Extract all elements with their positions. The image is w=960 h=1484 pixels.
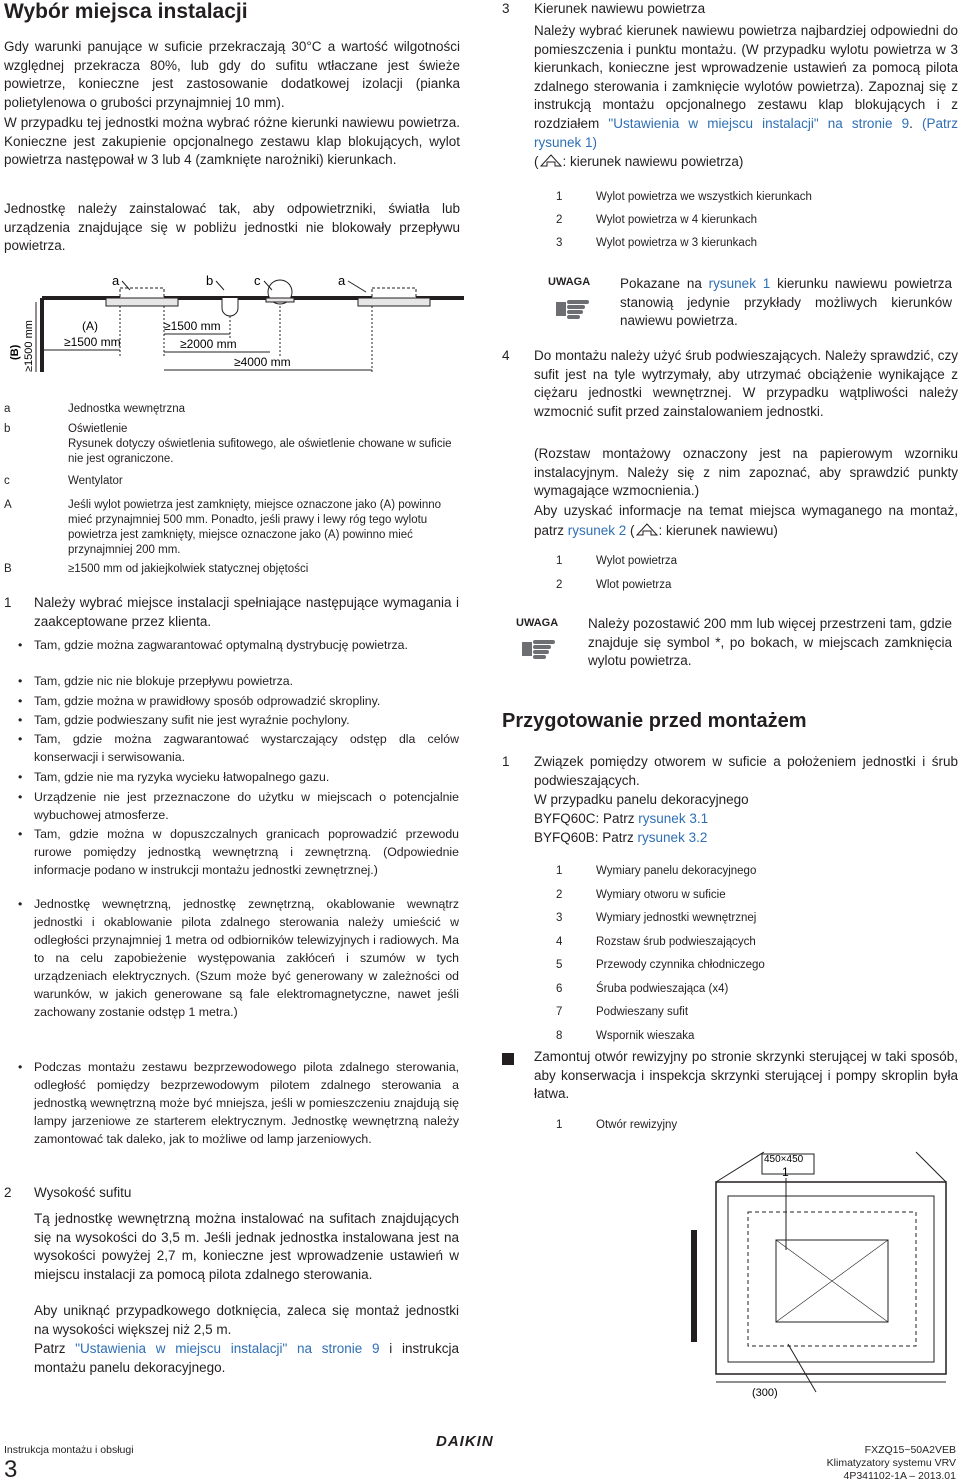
dim-2000: ≥2000 mm — [180, 337, 237, 351]
prep-2-list: 1 Otwór rewizyjny — [556, 1119, 678, 1131]
dim-B-value: ≥1500 mm — [23, 320, 35, 372]
page-number: 3 — [4, 1456, 18, 1483]
figure-legend: a Jednostka wewnętrzna b Oświetlenie Rysunek dotyczy oświetlenia sufitowego, ale oświetlenie chowane w suficie nie jest ograniczone. c Wentylator A Jeśli wylot powietrza jest zamknięty, miejsce oznaczone jako (A) powinno mieć przynajmniej 500 mm. Ponadto, jeśli prawy i lewy róg tego wylotu powietrza jest zamknięty, miejsce oznaczone jako (A) powinno mieć przynajmniej 200 mm. B ≥1500 mm od jakiejkolwiek statycznej objętości — [4, 403, 452, 575]
daikin-logo: DAIKIN — [436, 1433, 494, 1450]
link-figure-2[interactable]: rysunek 2 — [567, 522, 627, 538]
dim-1500: ≥1500 mm — [164, 319, 221, 333]
item-4-text-2: (Rozstaw montażowy oznaczony jest na papierowym wzorniku instalacyjnym. Należy się z nim zapoznać, aby sprawdzić punkty wymagające wzmocnienia.) — [534, 446, 958, 499]
prep-1-line-4: BYFQ60B: Patrz rysunek 3.2 — [534, 830, 708, 845]
intro-paragraph-1: Gdy warunki panujące w suficie przekraczają 30°C a wartość wilgotności względnej przekracza 80%, lub gdy do sufitu wtłaczane jest świeże powietrze, konieczne jest zastosowanie dodatkowej izolacji (pianka polietylenowa o grubości przynajmniej 10 mm). — [4, 39, 460, 110]
airflow-arrow-icon — [539, 152, 563, 168]
opening-number: 1 — [782, 1165, 789, 1179]
prep-1-number: 1 — [502, 754, 510, 769]
item-4-text-3: Aby uzyskać informacje na temat miejsca wymaganego na montaż, patrz rysunek 2 ( : kierunek nawiewu) — [534, 503, 958, 538]
note-hand-icon-2 — [522, 638, 556, 660]
label-a-2: a — [338, 273, 346, 288]
link-figure-1-b[interactable]: rysunek 1 — [708, 276, 771, 291]
note-1-label: UWAGA — [548, 276, 591, 288]
item-2-number: 2 — [4, 1185, 12, 1200]
bullet-1: • Tam, gdzie można zagwarantować optymalną dystrybucję powietrza. — [18, 638, 408, 652]
note-2-label: UWAGA — [516, 617, 559, 629]
note-2-text: Należy pozostawić 200 mm lub więcej przestrzeni tam, gdzie znajduje się symbol *, po bokach, w miejscach zamknięcia wylotu powietrza. — [588, 616, 952, 669]
label-c: c — [254, 273, 261, 288]
intro-paragraph-2: W przypadku tej jednostki można wybrać różne kierunki nawiewu powietrza. Konieczne jest zakupienie opcjonalnego zestawu klap blokujących, wylot powietrza następował w 3 lub 4 (zamknięte narożniki) kierunkach. — [4, 115, 460, 168]
light-b — [222, 298, 238, 316]
section-title-preparation: Przygotowanie przed montażem — [502, 710, 807, 732]
prep-1-line-3: BYFQ60C: Patrz rysunek 3.1 — [534, 811, 709, 826]
opening-size: 450×450 — [764, 1154, 804, 1165]
square-bullet — [502, 1053, 514, 1065]
item-3-list: 1 Wylot powietrza we wszystkich kierunkach 2 Wylot powietrza w 4 kierunkach 3 Wylot powietrza w 3 kierunkach — [556, 191, 812, 249]
note-hand-icon — [556, 298, 590, 320]
label-a-1: a — [112, 273, 120, 288]
prep-1-text: Związek pomiędzy otworem w suficie a położeniem jednostki i śrub podwieszających. — [534, 754, 958, 788]
dim-4000: ≥4000 mm — [234, 355, 291, 369]
link-figure-3-1[interactable]: rysunek 3.1 — [638, 811, 709, 826]
prep-2-text: Zamontuj otwór rewizyjny po stronie skrzynki sterującej w taki sposób, aby konserwacja i inspekcja skrzynki sterującej i pompy skroplin była łatwa. — [534, 1049, 958, 1102]
note-1-text: Pokazane na rysunek 1 kierunku nawiewu powietrza stanowią jedynie przykłady możliwych kierunków nawiewu powietrza. — [620, 276, 953, 329]
prep-1-list: 1 Wymiary panelu dekoracyjnego 2 Wymiary otworu w suficie 3 Wymiary jednostki wewnętrznej 4 Rozstaw śrub podwieszających 5 Przewody czynnika chłodniczego 6 Śruba podwieszająca (x4) 7 Podwieszany sufit 8 Wspornik wieszaka — [556, 865, 765, 1042]
page-title: Wybór miejsca instalacji — [4, 0, 248, 23]
dim-A-label: (A) — [82, 319, 98, 333]
item-2-heading: Wysokość sufitu — [34, 1185, 132, 1200]
bullet-3: • Tam, gdzie można w prawidłowy sposób odprowadzić skropliny. — [18, 694, 381, 708]
link-figure-1[interactable]: (Patrz rysunek 1) — [534, 115, 958, 150]
intro-paragraph-3: Jednostkę należy zainstalować tak, aby odpowietrzniki, światła lub urządzenia znajdujące się w pobliżu jednostki nie blokowały przepływu powietrza. — [4, 201, 460, 254]
figure-clearance-diagram — [0, 268, 470, 380]
label-b: b — [206, 273, 214, 288]
bullet-6: • Tam, gdzie nie ma ryzyka wycieku łatwopalnego gazu. — [18, 770, 330, 784]
bullet-9: • Jednostkę wewnętrzną, jednostkę zewnętrzną, okablowanie wewnątrz jednostki i okablowanie pilota zdalnego sterowania należy umieścić w odległości przynajmniej 1 metra od odbiorników telewizyjnych i radiowych. Ma to na celu zapobieżenie występowania zakłóceń i szumów w tych urządzeniach elektrycznych. (Szum może być generowany w zależności od warunków, w jakich generowane są fale elektromagnetyczne, nawet jeśli zachowany zostanie odstęp 1 metra.) — [18, 897, 459, 1019]
item-2-text-1: Tą jednostkę wewnętrzną można instalować na sufitach znajdujących się na wysokości do 3,5 m. Jeśli jednak jednostka instalowana jest na wysokości powyżej 2,7 m, konieczne jest wprowadzenie ustawień w miejscu instalacji za pomocą pilota zdalnego sterowania. — [34, 1211, 459, 1282]
link-field-settings[interactable]: "Ustawienia w miejscu instalacji" na stronie 9 — [75, 1341, 380, 1356]
bullet-2: • Tam, gdzie nic nie blokuje przepływu powietrza. — [18, 674, 294, 688]
footer-left: Instrukcja montażu i obsługi — [4, 1444, 134, 1456]
footer-right-1: FXZQ15~50A2VEB — [864, 1444, 956, 1456]
bullet-5: • Tam, gdzie można zagwarantować wystarczający odstęp dla celów konserwacji i serwisowania. — [18, 732, 459, 764]
item-4-number: 4 — [502, 348, 510, 363]
item-2-text-3: Patrz "Ustawienia w miejscu instalacji" na stronie 9 i instrukcja montażu panelu dekoracyjnego. — [34, 1341, 459, 1375]
item-3-number: 3 — [502, 1, 510, 16]
link-field-settings-2[interactable]: "Ustawienia w miejscu instalacji" na stronie 9 — [608, 115, 910, 131]
dim-A-value: ≥1500 mm — [64, 335, 121, 349]
airflow-arrow-icon-2 — [635, 521, 659, 537]
item-4-list: 1 Wylot powietrza 2 Wlot powietrza — [556, 555, 678, 591]
item-3-text: Należy wybrać kierunek nawiewu powietrza najbardziej odpowiedni do pomieszczenia i punktu montażu. (W przypadku wylotu powietrza w 3 kierunkach, konieczne jest wprowadzenie ustawień za pomocą pilota zdalnego sterowania i zamknięcie wylotów powietrza). Zapoznaj się z instrukcją montażu opcjonalnego zestawu klap blokujących i z rozdziałem "Ustawienia w miejscu instalacji" na stronie 9. (Patrz rysunek 1) ( : kierunek nawiewu powietrza) — [534, 23, 958, 170]
dim-B-label: (B) — [9, 344, 21, 360]
dimension-300: (300) — [752, 1387, 778, 1399]
link-figure-3-2[interactable]: rysunek 3.2 — [637, 830, 708, 845]
bullet-8: • Tam, gdzie można w dopuszczalnych granicach poprowadzić przewodu rurowe pomiędzy jednostką wewnętrzną i zewnętrzną. (Odpowiednie informacje podano w instrukcji montażu jednostki zewnętrznej.) — [18, 827, 459, 877]
bullet-7: • Urządzenie nie jest przeznaczone do użytku w miejscach o potencjalnie wybuchowej atmosferze. — [18, 790, 459, 822]
figure-inspection-opening — [676, 1146, 960, 1408]
item-2-text-2: Aby uniknąć przypadkowego dotknięcia, zaleca się montaż jednostki na wysokości większej niż 2,5 m. — [34, 1303, 459, 1337]
bullet-10: • Podczas montażu zestawu bezprzewodowego pilota zdalnego sterowania, odległość pomiędzy bezprzewodowym pilotem zdalnego sterowania a jednostką wewnętrzną może być mniejsza, jeśli w pomieszczeniu znajdują się lampy jarzeniowe ze starterem elektrycznym. Jednostkę wewnętrzną należy zamontować tak daleko, jak to możliwe od lamp jarzeniowych. — [18, 1060, 459, 1146]
item-4-text: Do montażu należy użyć śrub podwieszających. Należy sprawdzić, czy sufit jest na tyle wytrzymały, aby utrzymać obciążenie wynikające z ciężaru jednostki wewnętrznej. W przypadku wątpliwości należy wzmocnić sufit przed zainstalowaniem jednostki. — [534, 348, 958, 419]
item-1-text: Należy wybrać miejsce instalacji spełniające następujące wymagania i zaakceptowane przez klienta. — [34, 595, 459, 629]
footer-right-2: Klimatyzatory systemu VRV — [826, 1457, 956, 1469]
fan-c — [266, 280, 294, 304]
bullet-4: • Tam, gdzie podwieszany sufit nie jest wyraźnie pochylony. — [18, 713, 350, 727]
prep-1-line-2: W przypadku panelu dekoracyjnego — [534, 792, 749, 807]
footer-right-3: 4P341102-1A – 2013.01 — [843, 1470, 956, 1482]
item-1-number: 1 — [4, 595, 12, 610]
item-3-heading: Kierunek nawiewu powietrza — [534, 1, 706, 16]
